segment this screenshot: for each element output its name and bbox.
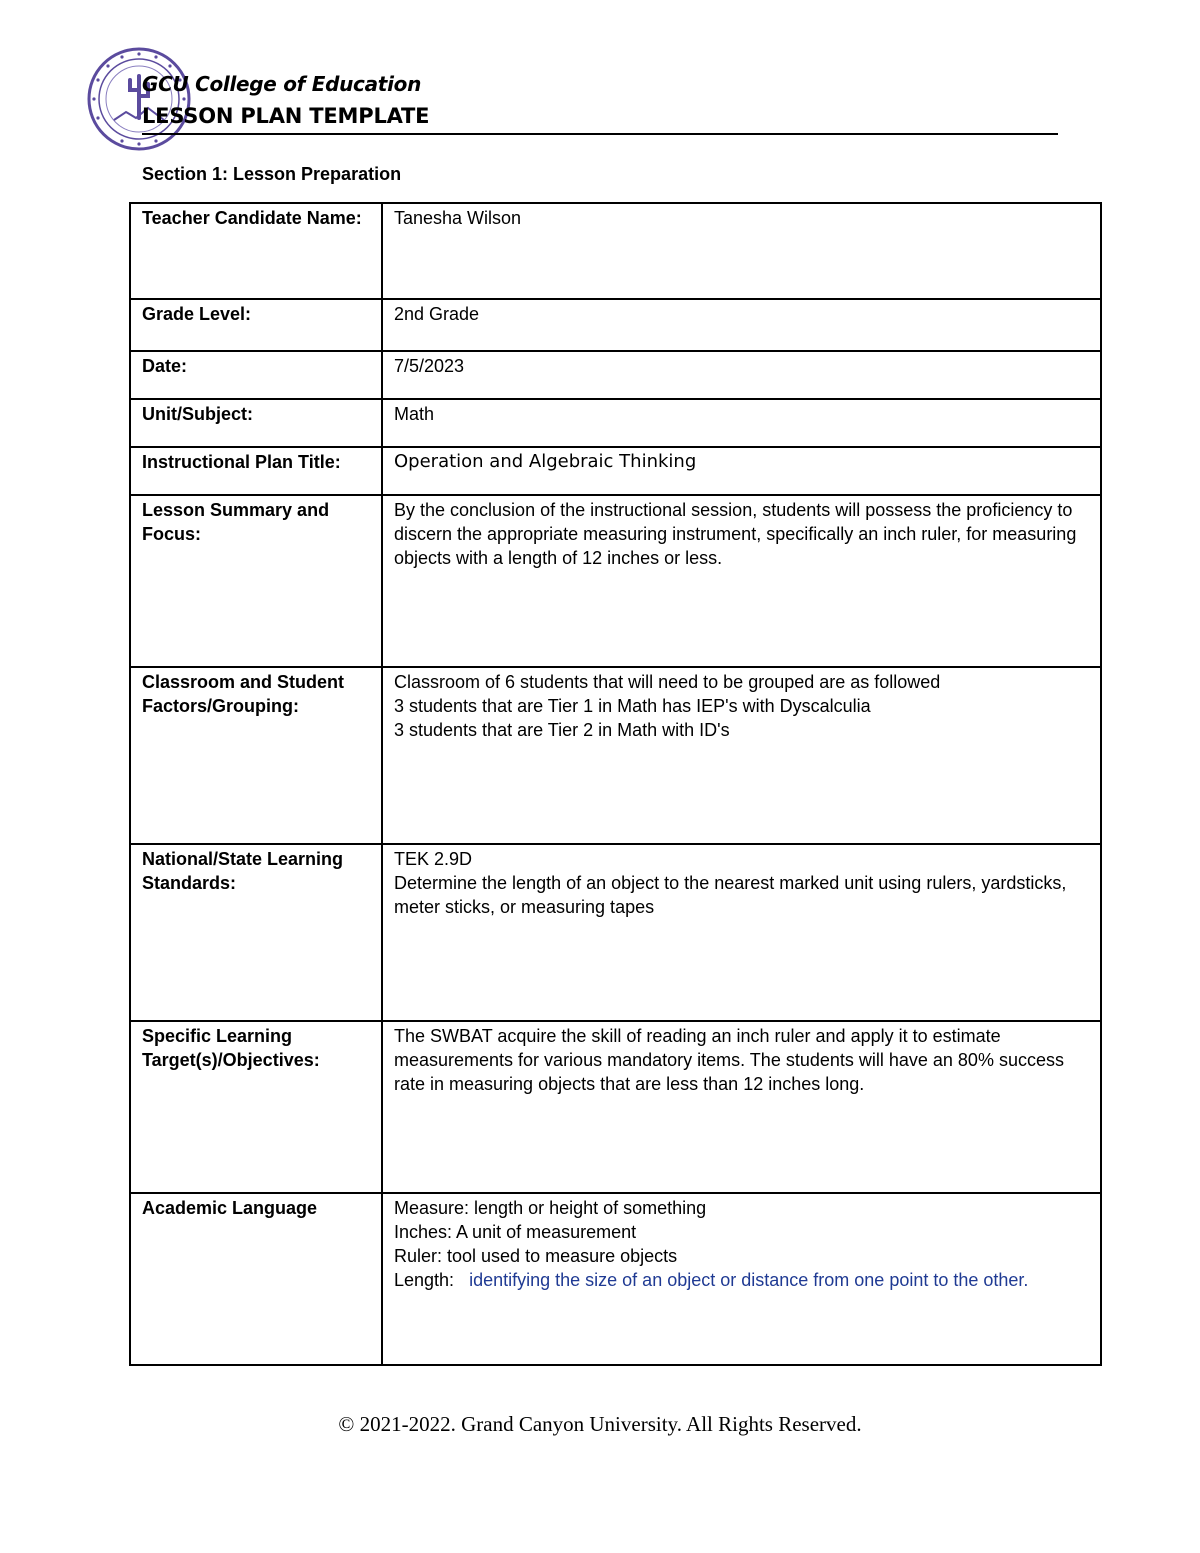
section-heading: Section 1: Lesson Preparation bbox=[142, 164, 402, 184]
row-value: The SWBAT acquire the skill of reading an inch ruler and apply it to estimate measurements for various mandatory items. The students will have an 80% success rate in measuring objects that are less than 12 inches long. bbox=[382, 1021, 1101, 1193]
row-value: TEK 2.9D Determine the length of an object to the nearest marked unit using rulers, yardsticks, meter sticks, or measuring tapes bbox=[382, 844, 1101, 1021]
row-label: Date: bbox=[130, 351, 382, 399]
table-row bbox=[130, 495, 1101, 667]
length-definition: identifying the size of an object or distance from one point to the other. bbox=[469, 1270, 1029, 1290]
template-title: LESSON PLAN TEMPLATE bbox=[142, 104, 430, 128]
row-label: Teacher Candidate Name: bbox=[130, 203, 382, 299]
table-row bbox=[130, 844, 1101, 1021]
academic-language-length bbox=[394, 1268, 1090, 1292]
row-label: Instructional Plan Title: bbox=[130, 447, 382, 495]
lesson-plan-table bbox=[129, 202, 1102, 1366]
copyright-footer: © 2021-2022. Grand Canyon University. All Rights Reserved. bbox=[338, 1412, 862, 1436]
row-value bbox=[382, 1193, 1101, 1365]
row-label: Specific Learning Target(s)/Objectives: bbox=[130, 1021, 382, 1193]
row-value: By the conclusion of the instructional session, students will possess the proficiency to discern the appropriate measuring instrument, specifically an inch ruler, for measuring objects with a length of 12 inches or less. bbox=[382, 495, 1101, 667]
row-label: Classroom and Student Factors/Grouping: bbox=[130, 667, 382, 844]
row-label: National/State Learning Standards: bbox=[130, 844, 382, 1021]
table-row bbox=[130, 1193, 1101, 1365]
table-row bbox=[130, 447, 1101, 495]
row-value: Operation and Algebraic Thinking bbox=[382, 447, 1101, 495]
table-row bbox=[130, 299, 1101, 351]
row-value: Classroom of 6 students that will need to be grouped are as followed 3 students that are Tier 1 in Math has IEP's with Dyscalculia 3 students that are Tier 2 in Math with ID's bbox=[382, 667, 1101, 844]
table-row bbox=[130, 667, 1101, 844]
academic-language-terms: Measure: length or height of something Inches: A unit of measurement Ruler: tool used to measure objects bbox=[394, 1198, 707, 1266]
college-name: GCU College of Education bbox=[142, 72, 422, 96]
gcu-seal-icon bbox=[86, 46, 192, 152]
table-row bbox=[130, 399, 1101, 447]
table-row bbox=[130, 1021, 1101, 1193]
row-label: Academic Language bbox=[130, 1193, 382, 1365]
row-value: 7/5/2023 bbox=[382, 351, 1101, 399]
table-row bbox=[130, 351, 1101, 399]
row-value: 2nd Grade bbox=[382, 299, 1101, 351]
row-value: Tanesha Wilson bbox=[382, 203, 1101, 299]
row-label: Grade Level: bbox=[130, 299, 382, 351]
row-value: Math bbox=[382, 399, 1101, 447]
table-row bbox=[130, 203, 1101, 299]
row-label: Lesson Summary and Focus: bbox=[130, 495, 382, 667]
header-divider bbox=[142, 133, 1058, 135]
length-term: Length: bbox=[394, 1270, 455, 1290]
row-label: Unit/Subject: bbox=[130, 399, 382, 447]
